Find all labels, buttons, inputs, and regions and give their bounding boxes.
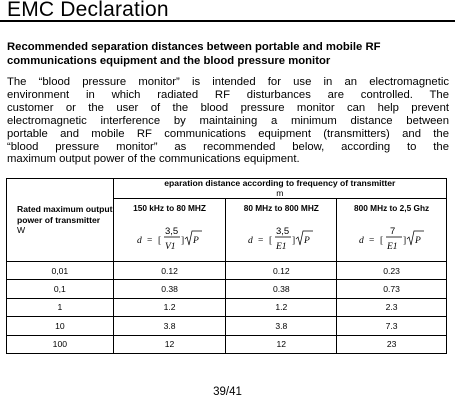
distance-cell: 0.23 [337,262,447,280]
svg-text:d: d [358,236,364,247]
table-row [7,262,447,280]
svg-text:3,5: 3,5 [164,226,178,238]
distance-cell: 1.2 [226,298,337,316]
distance-cell: 12 [113,335,226,353]
svg-text:[: [ [157,236,161,247]
svg-text:d: d [136,236,142,247]
formula-1 [135,221,205,257]
page-title: EMC Declaration [7,0,169,21]
intro-line: electromagnetic interference by maintaining a minimum distance between [7,114,449,127]
intro-line: portable and mobile RF communications equipment (transmitters) and the [7,127,449,140]
svg-text:E1: E1 [276,242,287,253]
table-row [7,280,447,298]
svg-text:P: P [414,236,421,247]
rated-power-header [7,179,114,262]
header-bar [0,0,455,22]
distance-cell: 1.2 [113,298,226,316]
distance-cell: 0.38 [226,280,337,298]
intro-line: The “blood pressure monitor” is intended for use in an electromagnetic [7,76,449,88]
distance-cell: 3.8 [113,317,226,335]
svg-text:7: 7 [389,226,395,238]
svg-text:=: = [368,236,374,247]
rated-power-label: Rated maximum output power of transmitter [17,204,113,225]
distance-cell: 2.3 [337,298,447,316]
distance-cell: 12 [226,335,337,353]
table-row [7,298,447,316]
svg-text:=: = [146,236,152,247]
distance-unit: m [276,187,284,198]
intro-line: customer or the user of the blood pressure monitor can help prevent [7,101,449,114]
svg-text:]: ] [402,236,406,247]
svg-text:=: = [258,236,264,247]
section-heading: Recommended separation distances between portable and mobile RF communications equipment and the blood pressure monitor [7,41,381,67]
distance-header-label: eparation distance according to frequency of transmitter [164,178,396,188]
band-header-1: 150 kHz to 80 MHZ [113,199,226,218]
formula-cell-3 [337,218,447,262]
formula-2 [246,221,316,257]
distance-header [113,179,446,199]
svg-text:[: [ [379,236,383,247]
svg-text:E1: E1 [386,242,398,253]
intro-line: environment in which radiated RF disturbances are controlled. The [7,88,449,101]
svg-text:V1: V1 [164,242,176,253]
distance-cell: 0.73 [337,280,447,298]
svg-text:[: [ [269,236,273,247]
svg-text:P: P [304,236,311,247]
separation-distance-table [6,178,447,354]
svg-text:]: ] [292,236,296,247]
svg-text:]: ] [180,236,184,247]
power-cell: 10 [7,317,114,335]
distance-cell: 7.3 [337,317,447,335]
power-cell: 0,1 [7,280,114,298]
distance-cell: 0.12 [226,262,337,280]
power-cell: 0,01 [7,262,114,280]
rated-power-unit: W [17,225,26,236]
svg-text:d: d [248,236,254,247]
svg-text:3,5: 3,5 [276,226,290,238]
formula-3 [357,221,427,257]
distance-cell: 0.12 [113,262,226,280]
svg-text:P: P [192,236,199,247]
distance-cell: 0.38 [113,280,226,298]
table-row [7,335,447,353]
formula-cell-2 [226,218,337,262]
formula-cell-1 [113,218,226,262]
band-header-3: 800 MHz to 2,5 Ghz [337,199,447,218]
intro-paragraph [7,76,449,166]
table-row [7,317,447,335]
page-number: 39/41 [213,386,242,398]
power-cell: 100 [7,335,114,353]
intro-line: “blood pressure monitor” as recommended below, according to the [7,140,449,153]
distance-cell: 3.8 [226,317,337,335]
power-cell: 1 [7,298,114,316]
intro-line: maximum output power of the communications equipment. [7,153,300,166]
distance-cell: 23 [337,335,447,353]
band-header-2: 80 MHz to 800 MHZ [226,199,337,218]
